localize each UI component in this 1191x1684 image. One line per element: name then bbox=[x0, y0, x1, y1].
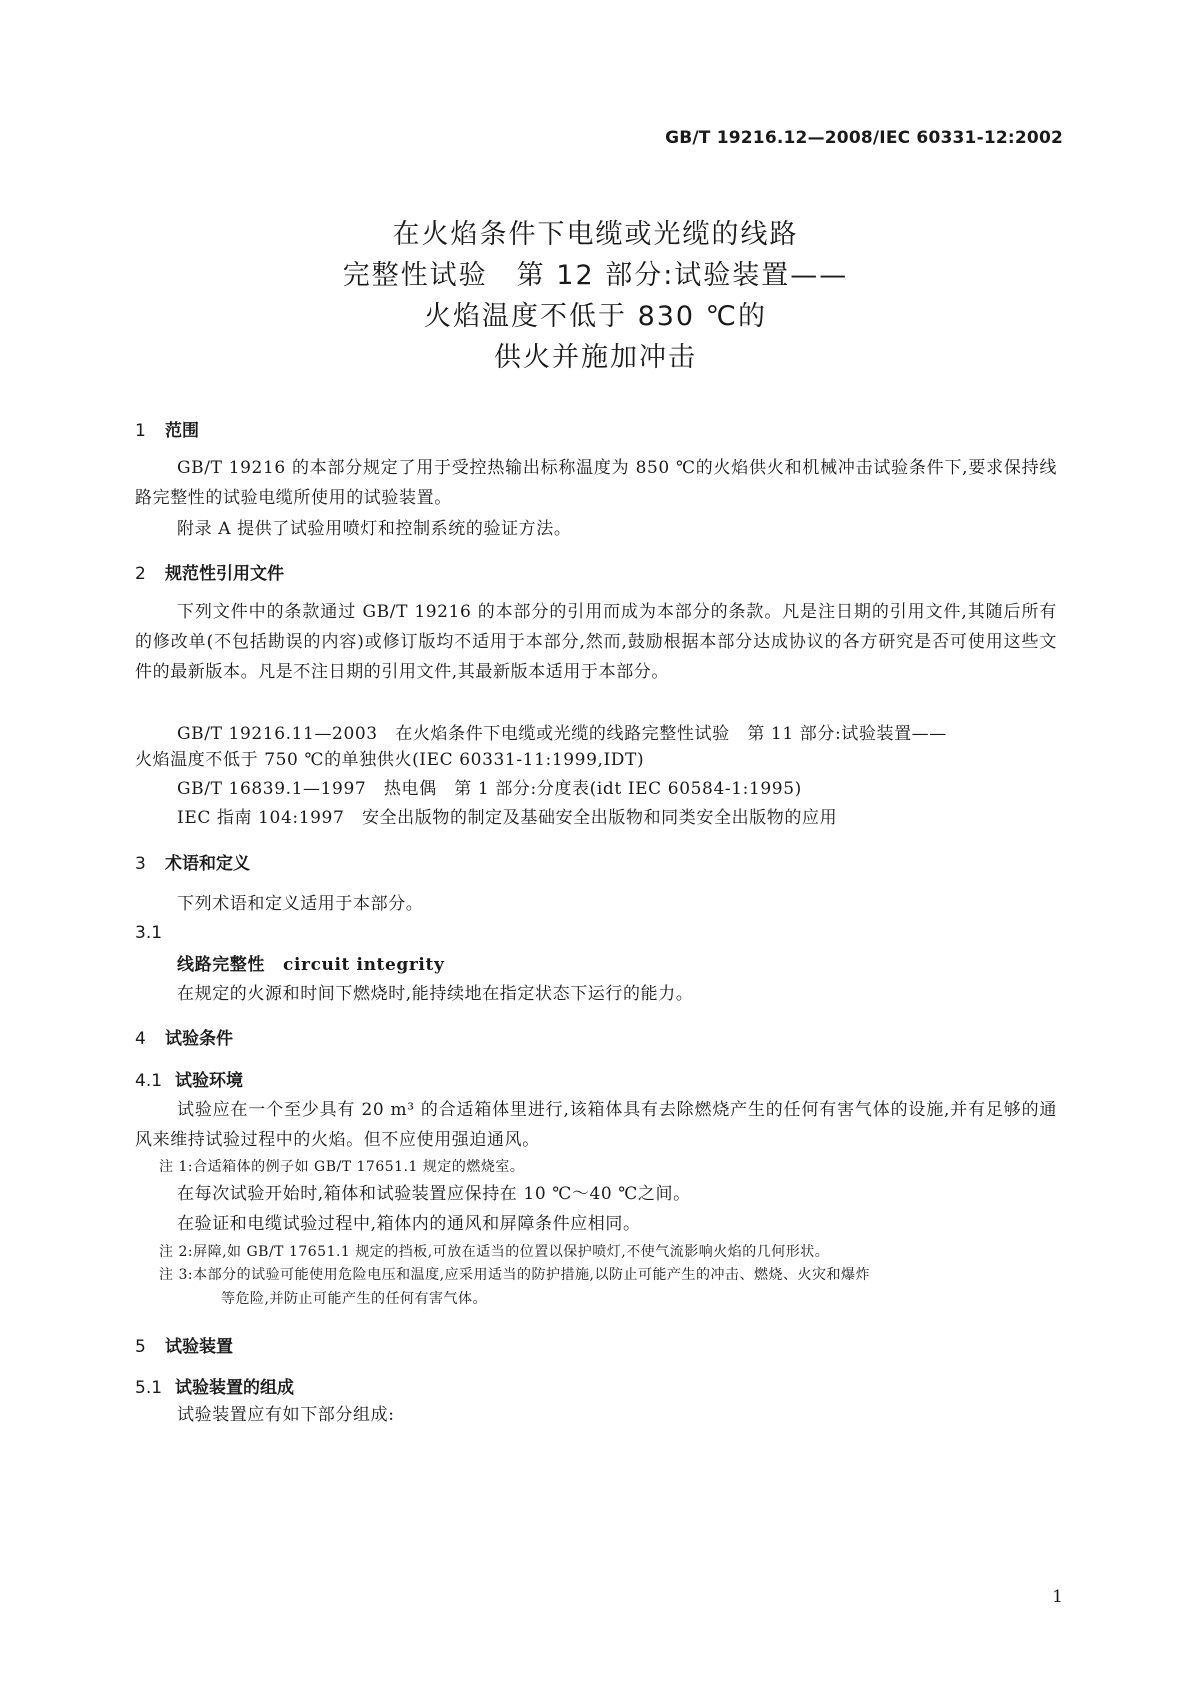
reference-3: IEC 指南 104:1997 安全出版物的制定及基础安全出版物和同类安全出版物的应用 bbox=[177, 808, 838, 828]
title-line-1: 在火焰条件下电缆或光缆的线路 bbox=[392, 219, 799, 250]
section-2-paragraph: 下列文件中的条款通过 GB/T 19216 的本部分的引用而成为本部分的条款。凡是注日期的引用文件,其随后所有的修改单(不包括勘误的内容)或修订版均不适用于本部分,然而,鼓励根据本部分达成协议的各方研究是否可使用这些文件的最新版本。凡是不注日期的引用文件,其最新版本适用于本部分。 bbox=[135, 602, 1057, 682]
section-title: 规范性引用文件 bbox=[165, 564, 284, 584]
ventilation-requirement: 在验证和电缆试验过程中,箱体内的通风和屏障条件应相同。 bbox=[177, 1214, 641, 1234]
clause-3-1-number bbox=[135, 923, 162, 943]
section-title: 试验装置 bbox=[165, 1337, 233, 1357]
clause-number: 5.1 bbox=[135, 1378, 163, 1398]
section-number: 4 bbox=[135, 1029, 146, 1049]
reference-2: GB/T 16839.1—1997 热电偶 第 1 部分:分度表(idt IEC 60584-1:1995) bbox=[177, 779, 802, 799]
section-title: 试验条件 bbox=[165, 1029, 233, 1049]
reference-1-line-1: GB/T 19216.11—2003 在火焰条件下电缆或光缆的线路完整性试验 第 11 部分:试验装置—— bbox=[177, 724, 947, 744]
standard-id-header: GB/T 19216.12—2008/IEC 60331-12:2002 bbox=[665, 128, 1063, 148]
section-number: 1 bbox=[135, 421, 146, 441]
note-2: 注 2:屏障,如 GB/T 17651.1 规定的挡板,可放在适当的位置以保护喷灯,不使气流影响火焰的几何形状。 bbox=[159, 1244, 830, 1260]
section-3-heading bbox=[135, 849, 250, 874]
section-1-paragraph: GB/T 19216 的本部分规定了用于受控热输出标称温度为 850 ℃的火焰供火和机械冲击试验条件下,要求保持线路完整性的试验电缆所使用的试验装置。 bbox=[135, 458, 1057, 508]
reference-1-line-2: 火焰温度不低于 750 ℃的单独供火(IEC 60331-11:1999,IDT) bbox=[135, 750, 645, 770]
clause-4-1-paragraph: 试验应在一个至少具有 20 m³ 的合适箱体里进行,该箱体具有去除燃烧产生的任何有害气体的设施,并有足够的通风来维持试验过程中的火焰。但不应使用强迫通风。 bbox=[135, 1100, 1057, 1150]
section-number: 2 bbox=[135, 564, 146, 584]
section-1-annex-note: 附录 A 提供了试验用喷灯和控制系统的验证方法。 bbox=[177, 519, 572, 539]
section-1-heading bbox=[135, 416, 199, 441]
title-line-4: 供火并施加冲击 bbox=[494, 342, 697, 373]
section-title: 术语和定义 bbox=[165, 854, 250, 874]
clause-number: 4.1 bbox=[135, 1071, 163, 1091]
term-chinese: 线路完整性 bbox=[177, 955, 265, 975]
term-english: circuit integrity bbox=[283, 955, 445, 975]
title-line-3: 火焰温度不低于 830 ℃的 bbox=[423, 301, 768, 332]
section-number: 5 bbox=[135, 1337, 146, 1357]
page-number: 1 bbox=[1052, 1587, 1063, 1607]
clause-title: 试验环境 bbox=[175, 1071, 243, 1091]
note-3-line-1: 注 3:本部分的试验可能使用危险电压和温度,应采用适当的防护措施,以防止可能产生的冲击、燃烧、火灾和爆炸 bbox=[159, 1267, 870, 1283]
clause-4-1-heading bbox=[135, 1066, 243, 1091]
term-entry bbox=[177, 950, 444, 975]
section-2-heading bbox=[135, 559, 284, 584]
note-3-line-2: 等危险,并防止可能产生的任何有害气体。 bbox=[221, 1291, 487, 1307]
section-3-intro: 下列术语和定义适用于本部分。 bbox=[177, 894, 424, 914]
term-definition: 在规定的火源和时间下燃烧时,能持续地在指定状态下运行的能力。 bbox=[177, 984, 694, 1004]
temperature-requirement: 在每次试验开始时,箱体和试验装置应保持在 10 ℃～40 ℃之间。 bbox=[177, 1184, 691, 1204]
note-1: 注 1:合适箱体的例子如 GB/T 17651.1 规定的燃烧室。 bbox=[159, 1159, 525, 1175]
title-line-2: 完整性试验 第 12 部分:试验装置—— bbox=[342, 260, 849, 291]
section-title: 范围 bbox=[165, 421, 199, 441]
clause-number: 3.1 bbox=[135, 923, 163, 943]
clause-5-1-heading bbox=[135, 1373, 294, 1398]
section-5-heading bbox=[135, 1332, 233, 1357]
clause-title: 试验装置的组成 bbox=[175, 1378, 294, 1398]
section-4-heading bbox=[135, 1024, 233, 1049]
section-number: 3 bbox=[135, 854, 146, 874]
clause-5-1-paragraph: 试验装置应有如下部分组成: bbox=[177, 1405, 395, 1425]
